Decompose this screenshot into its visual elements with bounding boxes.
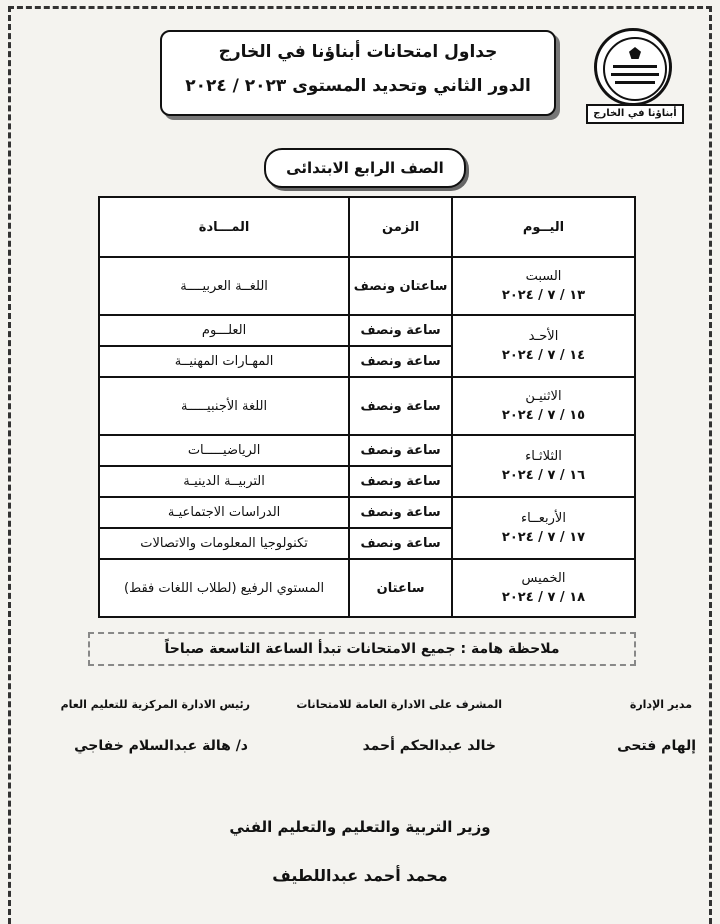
subject-cell: المهـارات المهنيــة — [99, 346, 349, 377]
subject-cell: اللغة الأجنبيـــــة — [99, 377, 349, 435]
table-row — [99, 435, 635, 466]
time-cell: ساعة ونصف — [349, 528, 452, 559]
minister-name: محمد أحمد عبداللطيف — [272, 866, 448, 885]
day-name: الاثنيـن — [525, 389, 562, 404]
supervisor-name: خالد عبدالحكم أحمد — [362, 738, 496, 754]
subject-cell: اللغــة العربيــــة — [99, 257, 349, 315]
time-cell: ساعتان ونصف — [349, 257, 452, 315]
time-cell: ساعة ونصف — [349, 346, 452, 377]
supervisor-title: المشرف على الادارة العامة للامتحانات — [296, 698, 502, 711]
day-cell — [452, 559, 635, 617]
day-date: ١٧ / ٧ / ٢٠٢٤ — [501, 530, 586, 545]
day-cell — [452, 497, 635, 559]
important-note: ملاحظة هامة : جميع الامتحانات تبدأ الساعة التاسعة صباحاً — [88, 632, 636, 666]
time-cell: ساعة ونصف — [349, 377, 452, 435]
day-cell — [452, 315, 635, 377]
header-time: الزمن — [349, 197, 452, 257]
table-row — [99, 257, 635, 315]
day-date: ١٤ / ٧ / ٢٠٢٤ — [501, 348, 586, 363]
subject-cell: الدراسات الاجتماعيـة — [99, 497, 349, 528]
subject-cell: التربيــة الدينيـة — [99, 466, 349, 497]
time-cell: ساعة ونصف — [349, 435, 452, 466]
subject-cell: المستوي الرفيع (لطلاب اللغات فقط) — [99, 559, 349, 617]
table-row — [99, 315, 635, 346]
day-cell — [452, 257, 635, 315]
ministry-logo — [586, 28, 680, 120]
day-date: ١٨ / ٧ / ٢٠٢٤ — [501, 590, 586, 605]
logo-seal — [594, 28, 672, 106]
subject-cell: تكنولوجيا المعلومات والاتصالات — [99, 528, 349, 559]
day-name: الخميس — [521, 571, 566, 586]
header-subject: المـــادة — [99, 197, 349, 257]
day-date: ١٣ / ٧ / ٢٠٢٤ — [501, 288, 586, 303]
time-cell: ساعة ونصف — [349, 315, 452, 346]
page-border-right — [709, 6, 712, 924]
exam-schedule-table — [98, 196, 636, 618]
day-name: الثلاثـاء — [525, 449, 562, 464]
minister-title: وزير التربية والتعليم والتعليم الفني — [229, 818, 491, 836]
header-title-box — [160, 30, 556, 116]
day-name: الأحـد — [528, 329, 559, 344]
logo-caption: أبناؤنا في الخارج — [586, 104, 684, 124]
eagle-icon — [629, 47, 641, 59]
director-name: إلهام فتحى — [617, 738, 696, 754]
page-subtitle: الدور الثاني وتحديد المستوى ٢٠٢٣ / ٢٠٢٤ — [185, 76, 531, 96]
time-cell: ساعة ونصف — [349, 466, 452, 497]
day-name: الأربعــاء — [521, 511, 566, 526]
page-border-left — [8, 6, 11, 924]
director-title: مدير الإدارة — [629, 698, 692, 711]
day-name: السبت — [525, 269, 562, 284]
header-day: اليــوم — [452, 197, 635, 257]
time-cell: ساعتان — [349, 559, 452, 617]
table-row — [99, 377, 635, 435]
table-row — [99, 559, 635, 617]
day-date: ١٦ / ٧ / ٢٠٢٤ — [501, 468, 586, 483]
day-cell — [452, 435, 635, 497]
time-cell: ساعة ونصف — [349, 497, 452, 528]
table-header-row — [99, 197, 635, 257]
page-title: جداول امتحانات أبناؤنا في الخارج — [218, 42, 498, 62]
day-cell — [452, 377, 635, 435]
subject-cell: الرياضيـــــات — [99, 435, 349, 466]
grade-label: الصف الرابع الابتدائى — [264, 148, 466, 188]
head-title: رئيس الادارة المركزية للتعليم العام — [60, 698, 250, 711]
head-name: د/ هالة عبدالسلام خفاجي — [74, 738, 248, 754]
page-border-top — [8, 6, 712, 9]
day-date: ١٥ / ٧ / ٢٠٢٤ — [501, 408, 586, 423]
subject-cell: العلـــوم — [99, 315, 349, 346]
table-row — [99, 497, 635, 528]
